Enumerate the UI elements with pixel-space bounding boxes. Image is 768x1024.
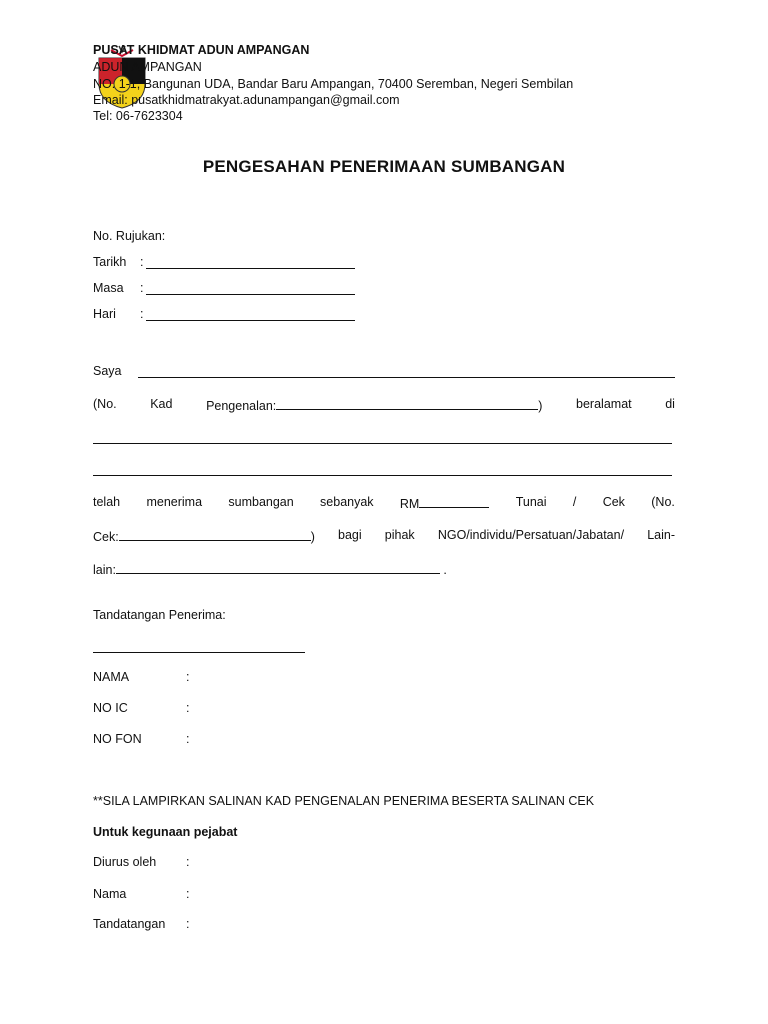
ic-word-kad: Kad	[150, 397, 173, 411]
lain-line	[93, 561, 447, 577]
ic-number-group	[206, 397, 542, 413]
address: NO. 1-1, Bangunan UDA, Bandar Baru Ampangan, 70400 Seremban, Negeri Sembilan	[93, 77, 574, 91]
org-name: PUSAT KHIDMAT ADUN AMPANGAN	[93, 43, 310, 57]
office-signature-colon: :	[186, 917, 190, 931]
diurus-colon: :	[186, 855, 190, 869]
amount-word-no: (No.	[651, 495, 675, 509]
amount-word-cek: Cek	[602, 495, 625, 509]
amount-field[interactable]	[419, 495, 489, 508]
ic-word-no: (No.	[93, 397, 117, 411]
ic-number-field[interactable]	[276, 397, 538, 410]
cheque-number-field[interactable]	[119, 528, 311, 541]
ic-word-pengenalan: Pengenalan:	[206, 399, 277, 413]
amount-word-sumbangan: sumbangan	[228, 495, 294, 509]
amount-word-sebanyak: sebanyak	[320, 495, 374, 509]
hari-colon: :	[140, 307, 144, 321]
tarikh-field[interactable]	[146, 268, 355, 269]
name-field[interactable]	[138, 377, 675, 378]
attachment-note: **SILA LAMPIRKAN SALINAN KAD PENGENALAN PENERIMA BESERTA SALINAN CEK	[93, 794, 595, 808]
hari-field[interactable]	[146, 320, 355, 321]
signature-field[interactable]	[93, 652, 305, 653]
nofon-label: NO FON	[93, 732, 142, 746]
amount-word-menerima: menerima	[146, 495, 203, 509]
hari-label: Hari	[93, 307, 116, 321]
cheque-word-pihak: pihak	[384, 528, 415, 542]
ic-word-di: di	[665, 397, 675, 411]
masa-field[interactable]	[146, 294, 355, 295]
nama-label: NAMA	[93, 670, 130, 684]
tarikh-label: Tarikh	[93, 255, 127, 269]
ic-sentence	[93, 397, 675, 413]
address-field-1[interactable]	[93, 443, 672, 444]
sub-name: ADUN AMPANGAN	[93, 60, 202, 74]
tarikh-colon: :	[140, 255, 144, 269]
signature-label: Tandatangan Penerima:	[93, 608, 226, 622]
cheque-sentence	[93, 528, 675, 544]
ic-close-paren: )	[538, 399, 543, 413]
masa-label: Masa	[93, 281, 124, 295]
cheque-group	[93, 528, 315, 544]
cheque-close-paren: )	[310, 530, 315, 544]
cheque-word-bagi: bagi	[338, 528, 362, 542]
amount-slash: /	[572, 495, 577, 509]
lain-period: .	[443, 563, 447, 577]
office-signature-label: Tandatangan	[93, 917, 166, 931]
noic-colon: :	[186, 701, 190, 715]
amount-word-telah: telah	[93, 495, 121, 509]
lain-label: lain:	[93, 563, 116, 577]
cheque-word-lain: Lain-	[647, 528, 675, 542]
diurus-label: Diurus oleh	[93, 855, 157, 869]
saya-label: Saya	[93, 364, 122, 378]
amount-sentence	[93, 495, 675, 511]
cheque-word-cek: Cek:	[93, 530, 119, 544]
noic-label: NO IC	[93, 701, 128, 715]
office-nama-colon: :	[186, 887, 190, 901]
masa-colon: :	[140, 281, 144, 295]
page-title: PENGESAHAN PENERIMAAN SUMBANGAN	[202, 157, 566, 176]
amount-word-tunai: Tunai	[515, 495, 547, 509]
nama-colon: :	[186, 670, 190, 684]
email: Email: pusatkhidmatrakyat.adunampangan@gmail.com	[93, 93, 400, 107]
office-heading: Untuk kegunaan pejabat	[93, 825, 238, 839]
address-field-2[interactable]	[93, 475, 672, 476]
telephone: Tel: 06-7623304	[93, 109, 183, 123]
ic-word-beralamat: beralamat	[576, 397, 632, 411]
lain-field[interactable]	[116, 561, 440, 574]
amount-rm-group	[400, 495, 489, 511]
nofon-colon: :	[186, 732, 190, 746]
amount-word-rm: RM	[399, 497, 420, 511]
cheque-word-ngo: NGO/individu/Persatuan/Jabatan/	[437, 528, 625, 542]
rujukan-label: No. Rujukan:	[93, 229, 166, 243]
office-nama-label: Nama	[93, 887, 127, 901]
